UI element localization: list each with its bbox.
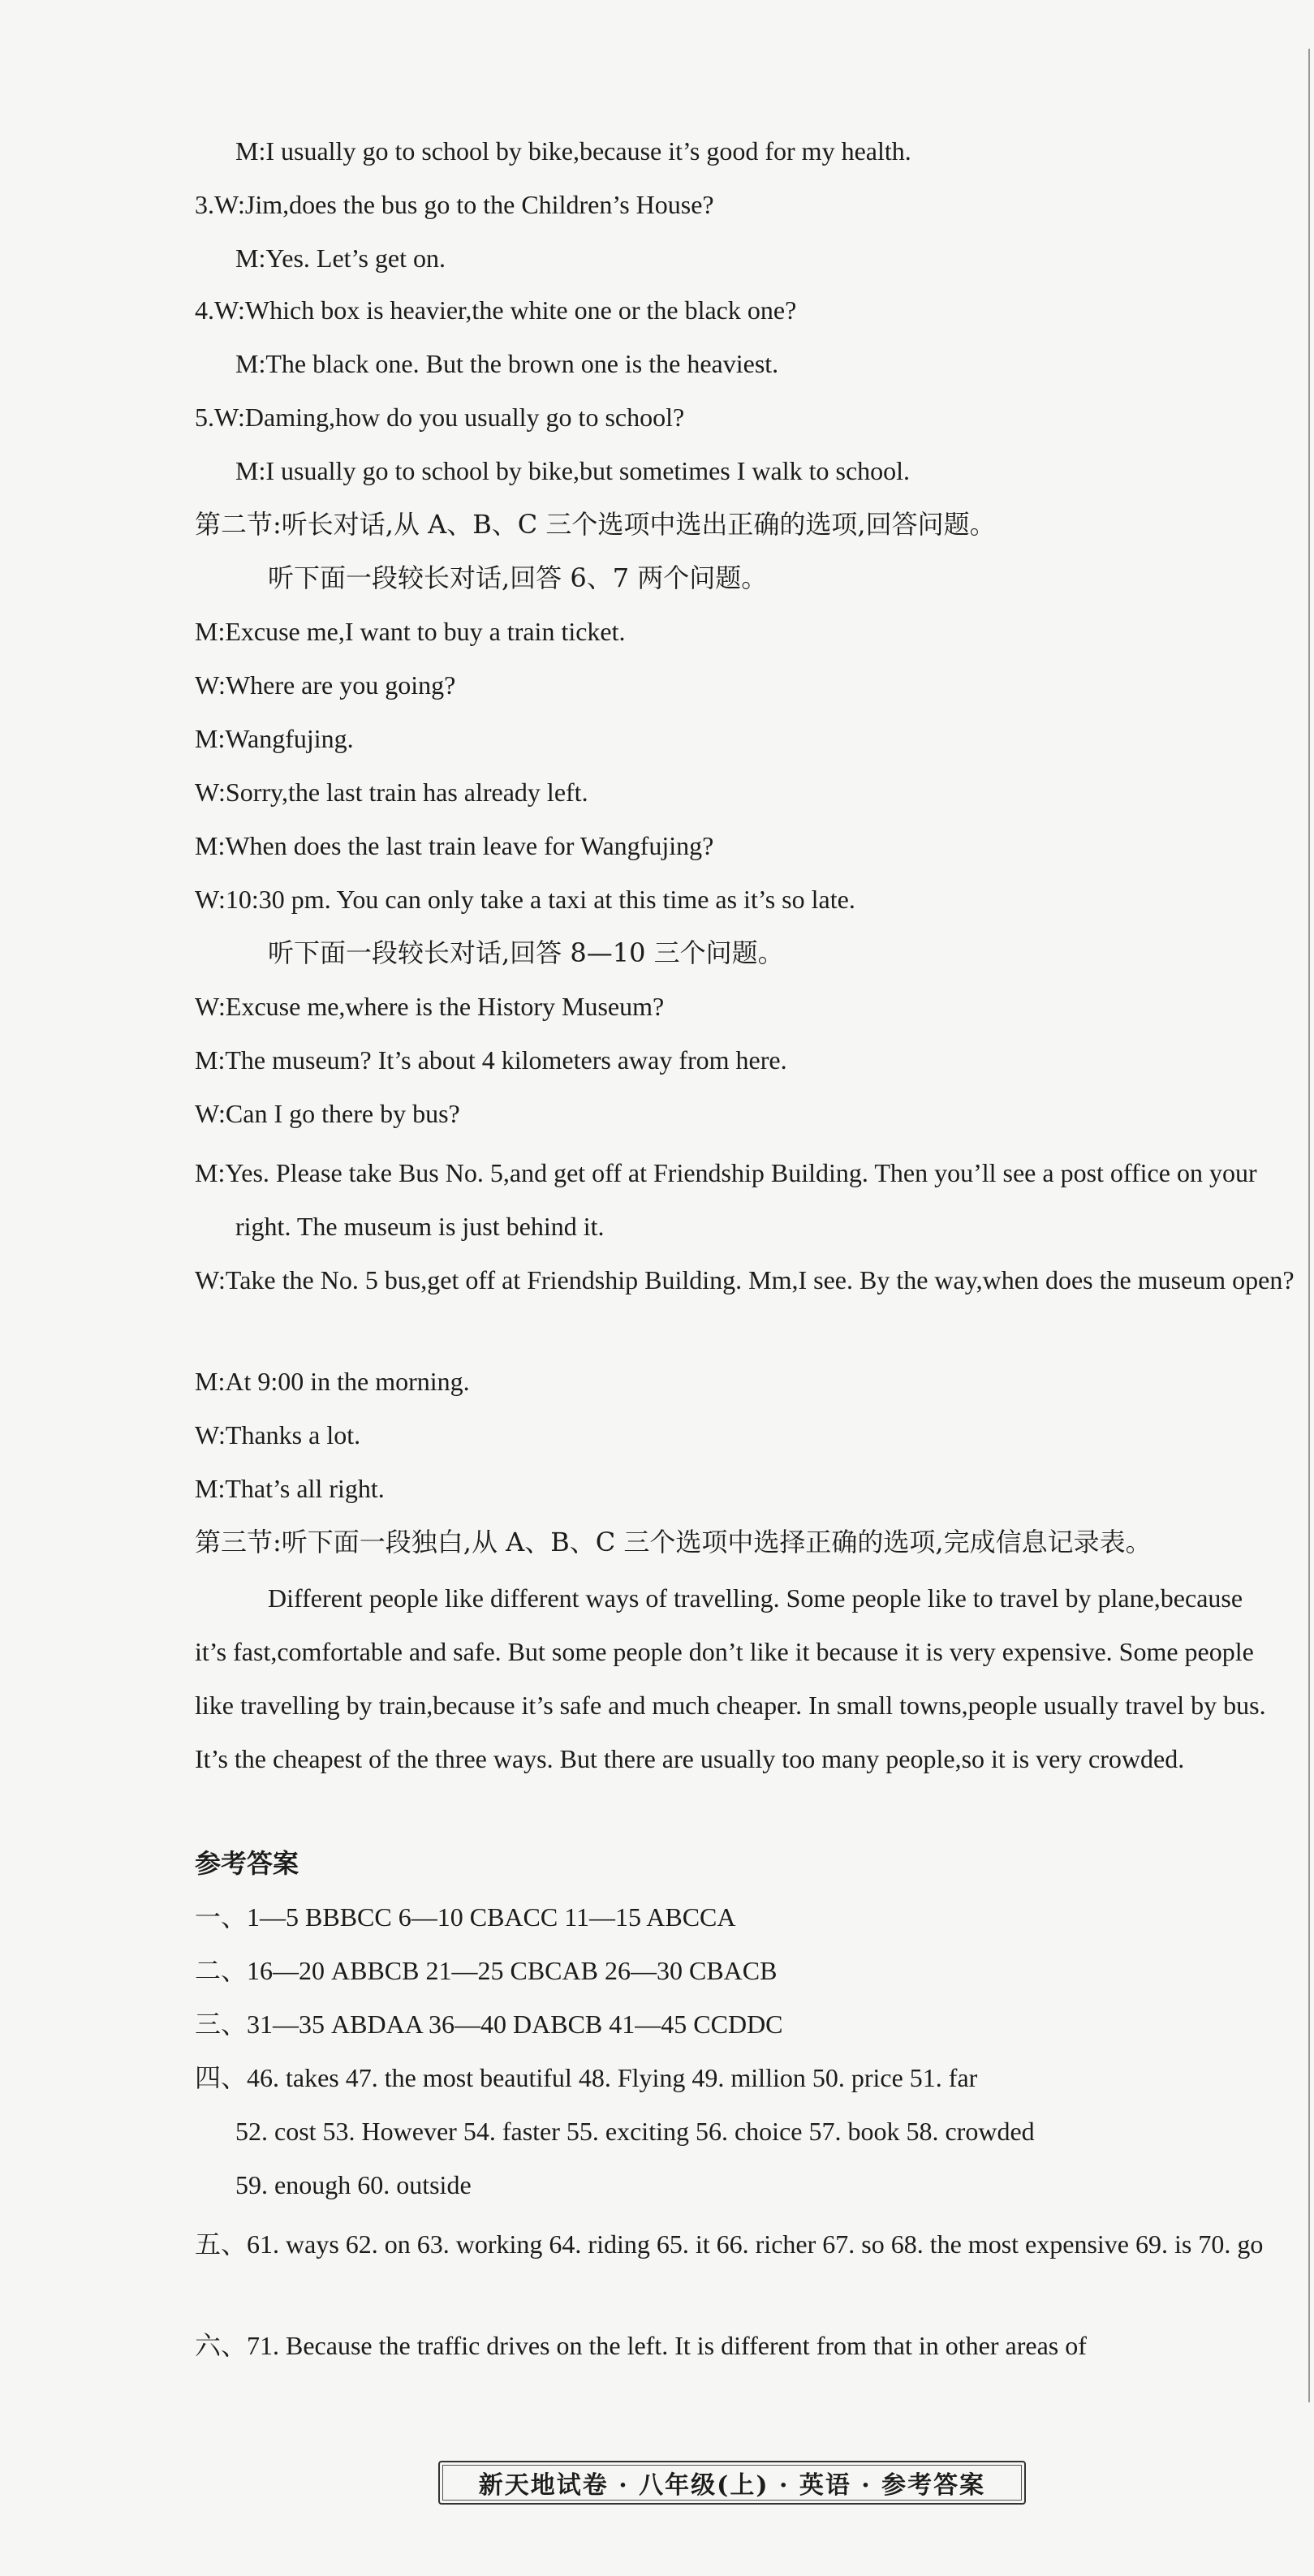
dialog-line: W:Can I go there by bus? xyxy=(195,1099,460,1128)
answer-line: 52. cost 53. However 54. faster 55. exciting 56. choice 57. book 58. crowded xyxy=(235,2117,1035,2146)
dialog-line: W:Where are you going? xyxy=(195,670,456,700)
dialog-paragraph: M:Yes. Please take Bus No. 5,and get off at Friendship Building. Then you’ll see a post office on your right. The museum is just behind it. xyxy=(195,1158,1257,1241)
dialog-line: W:Sorry,the last train has already left. xyxy=(195,778,588,807)
answer-line: 六、71. Because the traffic drives on the left. It is different from that in other areas of xyxy=(195,2331,1087,2360)
footer-banner xyxy=(438,2461,1026,2505)
dialog-paragraph: W:Take the No. 5 bus,get off at Friendship Building. Mm,I see. By the way,when does the museum open? xyxy=(195,1265,1295,1294)
answer-key-heading: 参考答案 xyxy=(195,1848,299,1879)
dialog-line: W:Thanks a lot. xyxy=(195,1420,361,1450)
answer-line: 59. enough 60. outside xyxy=(235,2170,472,2199)
dialog-line: M:At 9:00 in the morning. xyxy=(195,1367,470,1396)
dialog-line: M:Wangfujing. xyxy=(195,724,354,753)
answer-paragraph: 五、61. ways 62. on 63. working 64. riding 65. it 66. richer 67. so 68. the most expensive 69. is 70. go xyxy=(195,2229,1264,2259)
dialog-line: W:10:30 pm. You can only take a taxi at this time as it’s so late. xyxy=(195,885,855,914)
dialog-line: 5.W:Daming,how do you usually go to school? xyxy=(195,403,685,432)
dialog-line: M:The museum? It’s about 4 kilometers away from here. xyxy=(195,1045,787,1075)
page-edge-rule xyxy=(1308,49,1310,2402)
answer-line: 一、1—5 BBBCC 6—10 CBACC 11—15 ABCCA xyxy=(195,1902,736,1932)
dialog-line: M:That’s all right. xyxy=(195,1474,385,1503)
dialog-line: M:The black one. But the brown one is the heaviest. xyxy=(235,349,779,378)
footer-text: 新天地试卷 · 八年级(上) · 英语 · 参考答案 xyxy=(478,2471,986,2500)
dialog-line: 3.W:Jim,does the bus go to the Children’s House? xyxy=(195,190,714,219)
answer-line: 二、16—20 ABBCB 21—25 CBCAB 26—30 CBACB xyxy=(195,1956,778,1985)
dialog-line: M:When does the last train leave for Wangfujing? xyxy=(195,831,714,860)
instruction-line: 听下面一段较长对话,回答 8—10 三个问题。 xyxy=(268,937,784,968)
section-heading: 第三节:听下面一段独白,从 A、B、C 三个选项中选择正确的选项,完成信息记录表。 xyxy=(195,1527,1152,1557)
dialog-line: M:Yes. Let’s get on. xyxy=(235,243,446,273)
dialog-line: 4.W:Which box is heavier,the white one or the black one? xyxy=(195,295,797,325)
dialog-line: M:I usually go to school by bike,because it’s good for my health. xyxy=(235,136,911,166)
instruction-line: 听下面一段较长对话,回答 6、7 两个问题。 xyxy=(268,562,768,593)
dialog-line: M:Excuse me,I want to buy a train ticket. xyxy=(195,617,626,646)
dialog-line: W:Excuse me,where is the History Museum? xyxy=(195,992,665,1021)
section-heading: 第二节:听长对话,从 A、B、C 三个选项中选出正确的选项,回答问题。 xyxy=(195,509,996,540)
dialog-line: M:I usually go to school by bike,but sometimes I walk to school. xyxy=(235,456,911,485)
answer-line: 三、31—35 ABDAA 36—40 DABCB 41—45 CCDDC xyxy=(195,2010,783,2039)
monologue-paragraph: Different people like different ways of travelling. Some people like to travel by plane,because it’s fast,comfortable and safe. But some people don’t like it because it is very expensive. Some people like travelling by train,because it’s safe and much cheaper. In small towns,people usually travel by bus. It’s the cheapest of the three ways. But there are usually too many people,so it is very crowded. xyxy=(195,1583,1266,1773)
answer-line: 四、46. takes 47. the most beautiful 48. Flying 49. million 50. price 51. far xyxy=(195,2063,978,2092)
